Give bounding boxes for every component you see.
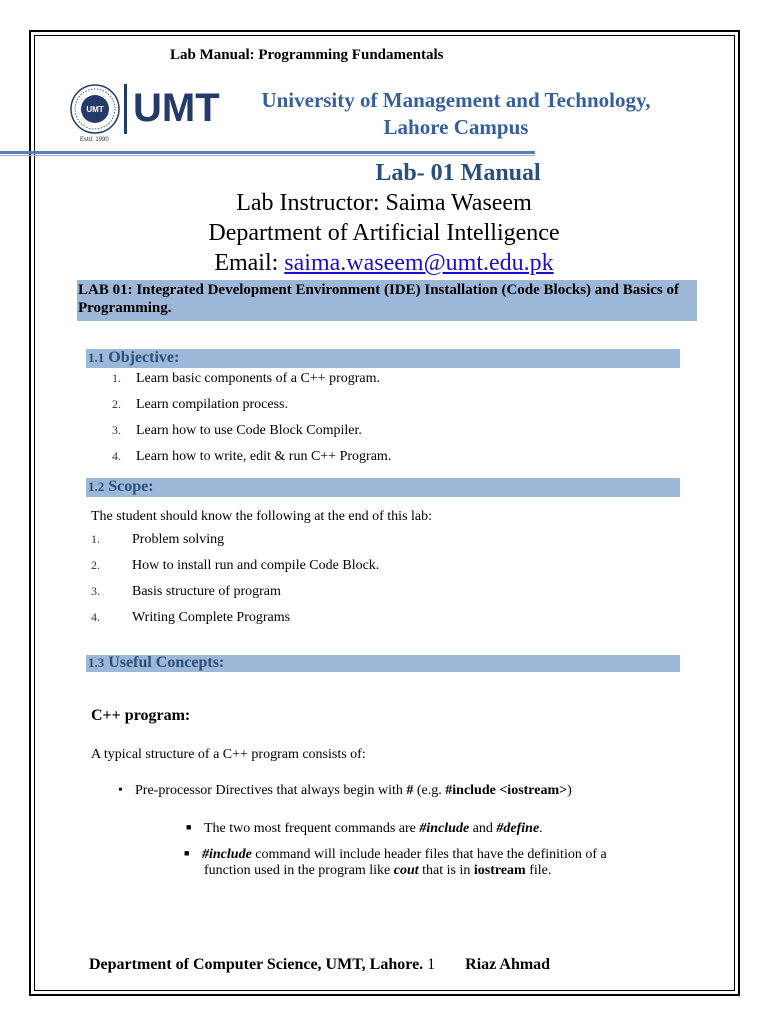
concepts-title: Useful Concepts: xyxy=(108,654,225,671)
square-bullet-icon: ■ xyxy=(186,822,192,832)
umt-wordmark: UMT xyxy=(133,86,220,130)
footer xyxy=(89,956,550,974)
lab-instructor: Lab Instructor: Saima Waseem xyxy=(236,190,532,216)
list-item: • Pre-processor Directives that always begin with # (e.g. #include <iostream>) xyxy=(118,783,572,798)
email-line xyxy=(0,250,768,277)
square-bullet-icon: ■ xyxy=(184,848,190,858)
seal-text: UMT xyxy=(86,105,104,114)
established-label: Estd. 1990 xyxy=(80,137,109,143)
university-name xyxy=(226,87,686,141)
list-item: 1. Learn basic components of a C++ program. xyxy=(112,371,380,386)
objective-number: 1.1 xyxy=(88,350,105,365)
list-item: 4. Writing Complete Programs xyxy=(91,610,291,625)
footer-dept: Department of Computer Science, UMT, Lahore. xyxy=(89,956,424,973)
scope-title: Scope: xyxy=(108,478,154,495)
list-item: ■ #include command will include header files that have the definition of a function used in the program like cout that is in iostream file. xyxy=(184,847,607,878)
lab-banner-text: LAB 01: Integrated Development Environment (IDE) Installation (Code Blocks) and Basics of Programming. xyxy=(78,282,679,316)
footer-author: Riaz Ahmad xyxy=(465,956,551,973)
manual-title: Lab Manual: Programming Fundamentals xyxy=(170,47,444,63)
list-item: 2. How to install run and compile Code Block. xyxy=(91,558,380,573)
university-line-1: University of Management and Technology, xyxy=(261,88,651,112)
header-rule-thin xyxy=(0,155,535,156)
department: Department of Artificial Intelligence xyxy=(208,220,560,246)
cpp-heading: C++ program: xyxy=(91,707,191,724)
bullet-icon: • xyxy=(118,783,123,798)
objective-title: Objective: xyxy=(108,349,180,366)
list-item: 3. Learn how to use Code Block Compiler. xyxy=(112,423,362,438)
page-number: 1 xyxy=(427,956,436,973)
list-item: 3. Basis structure of program xyxy=(91,584,281,599)
university-line-2: Lahore Campus xyxy=(383,115,529,139)
list-item: 4. Learn how to write, edit & run C++ Program. xyxy=(112,449,392,464)
list-item: ■ The two most frequent commands are #include and #define. xyxy=(186,821,543,836)
list-item: 1. Problem solving xyxy=(91,532,225,547)
email-link[interactable]: saima.waseem@umt.edu.pk xyxy=(284,250,554,276)
lab-title: Lab- 01 Manual xyxy=(375,160,541,186)
scope-number: 1.2 xyxy=(88,479,105,494)
concepts-heading xyxy=(88,654,224,672)
cpp-typical: A typical structure of a C++ program consists of: xyxy=(91,747,366,762)
email-label: Email: xyxy=(214,250,285,276)
list-item: 2. Learn compilation process. xyxy=(112,397,289,412)
logo-divider xyxy=(124,84,127,134)
scope-heading xyxy=(88,478,154,496)
concepts-number: 1.3 xyxy=(88,655,105,670)
umt-seal-icon xyxy=(70,84,120,134)
header-rule xyxy=(0,151,535,154)
scope-bar xyxy=(86,478,680,497)
objective-heading xyxy=(88,349,179,367)
scope-intro: The student should know the following at the end of this lab: xyxy=(91,509,433,524)
